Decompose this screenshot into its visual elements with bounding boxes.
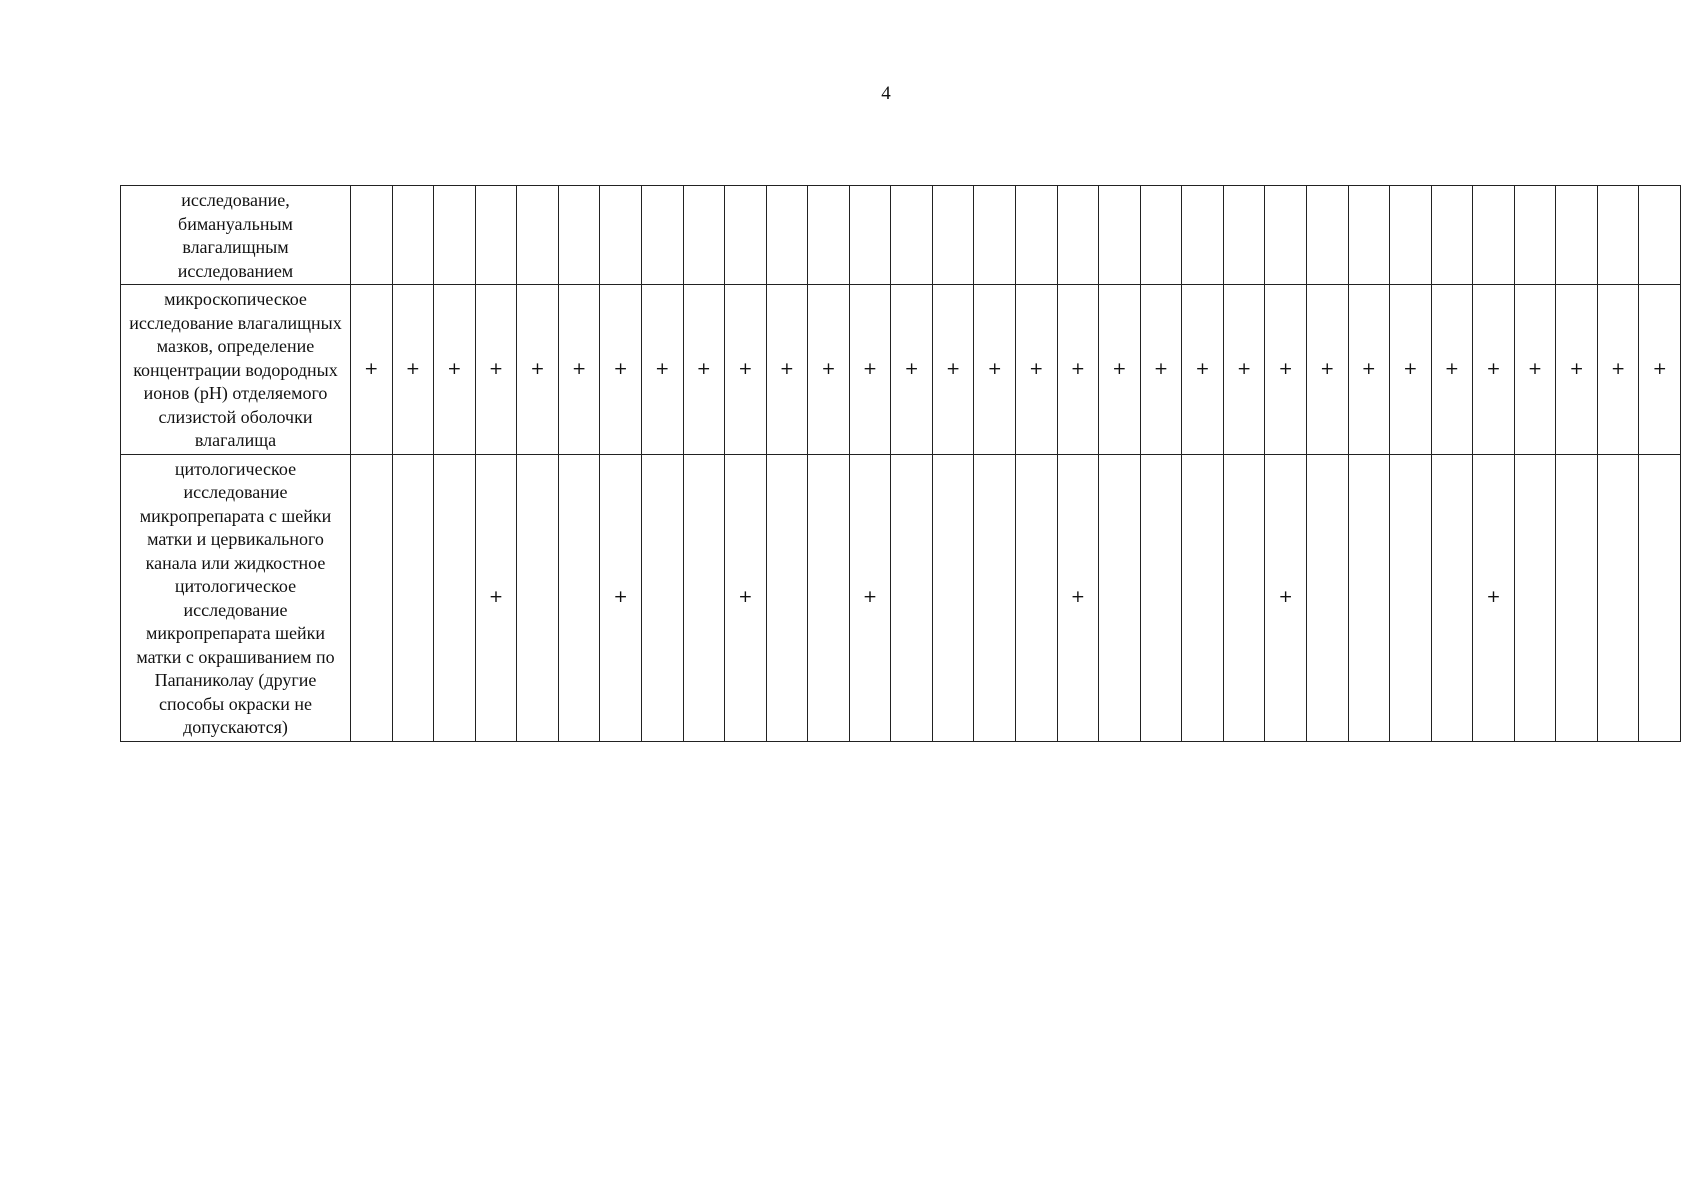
empty-cell [1597, 454, 1639, 741]
empty-cell [1514, 454, 1556, 741]
plus-mark-cell: + [392, 285, 434, 455]
plus-mark-cell: + [1514, 285, 1556, 455]
empty-cell [434, 454, 476, 741]
empty-cell [517, 186, 559, 285]
row-label: цитологическое исследование микропрепарата с шейки матки и цервикального канала или жидкостное цитологическое исследование микропрепарата шейки матки с окрашиванием по Папаниколау (другие способы окраски не допускаются) [121, 454, 351, 741]
table-row [121, 186, 1681, 285]
plus-mark-cell: + [475, 285, 517, 455]
plus-mark-cell: + [1306, 285, 1348, 455]
plus-mark-cell: + [766, 285, 808, 455]
empty-cell [641, 454, 683, 741]
plus-mark-cell: + [600, 454, 642, 741]
empty-cell [1306, 454, 1348, 741]
empty-cell [766, 186, 808, 285]
empty-cell [1140, 186, 1182, 285]
plus-mark-cell: + [725, 285, 767, 455]
empty-cell [974, 186, 1016, 285]
empty-cell [392, 186, 434, 285]
empty-cell [1099, 454, 1141, 741]
plus-mark-cell: + [1597, 285, 1639, 455]
empty-cell [1390, 186, 1432, 285]
empty-cell [808, 186, 850, 285]
empty-cell [932, 186, 974, 285]
plus-mark-cell: + [1140, 285, 1182, 455]
plus-mark-cell: + [808, 285, 850, 455]
page-number: 4 [881, 83, 891, 104]
empty-cell [932, 454, 974, 741]
empty-cell [641, 186, 683, 285]
empty-cell [1140, 454, 1182, 741]
empty-cell [891, 454, 933, 741]
plus-mark-cell: + [1348, 285, 1390, 455]
plus-mark-cell: + [849, 454, 891, 741]
plus-mark-cell: + [641, 285, 683, 455]
plus-mark-cell: + [351, 285, 393, 455]
empty-cell [351, 454, 393, 741]
plus-mark-cell: + [891, 285, 933, 455]
empty-cell [351, 186, 393, 285]
empty-cell [1639, 454, 1681, 741]
empty-cell [891, 186, 933, 285]
empty-cell [475, 186, 517, 285]
plus-mark-cell: + [1390, 285, 1432, 455]
empty-cell [974, 454, 1016, 741]
empty-cell [683, 454, 725, 741]
empty-cell [1390, 454, 1432, 741]
empty-cell [1182, 186, 1224, 285]
empty-cell [1099, 186, 1141, 285]
plus-mark-cell: + [1016, 285, 1058, 455]
plus-mark-cell: + [1265, 285, 1307, 455]
empty-cell [1057, 186, 1099, 285]
empty-cell [1556, 186, 1598, 285]
empty-cell [1431, 186, 1473, 285]
empty-cell [517, 454, 559, 741]
plus-mark-cell: + [1057, 285, 1099, 455]
table-row [121, 285, 1681, 455]
table-row [121, 454, 1681, 741]
empty-cell [1556, 454, 1598, 741]
plus-mark-cell: + [932, 285, 974, 455]
examination-schedule-table [120, 185, 1681, 742]
plus-mark-cell: + [1639, 285, 1681, 455]
empty-cell [766, 454, 808, 741]
plus-mark-cell: + [849, 285, 891, 455]
empty-cell [1348, 186, 1390, 285]
plus-mark-cell: + [1223, 285, 1265, 455]
empty-cell [434, 186, 476, 285]
plus-mark-cell: + [517, 285, 559, 455]
empty-cell [1265, 186, 1307, 285]
empty-cell [600, 186, 642, 285]
plus-mark-cell: + [1265, 454, 1307, 741]
plus-mark-cell: + [600, 285, 642, 455]
plus-mark-cell: + [683, 285, 725, 455]
plus-mark-cell: + [1473, 285, 1515, 455]
plus-mark-cell: + [434, 285, 476, 455]
empty-cell [1223, 454, 1265, 741]
empty-cell [1306, 186, 1348, 285]
plus-mark-cell: + [1057, 454, 1099, 741]
empty-cell [1597, 186, 1639, 285]
plus-mark-cell: + [725, 454, 767, 741]
empty-cell [558, 186, 600, 285]
empty-cell [808, 454, 850, 741]
empty-cell [1016, 454, 1058, 741]
empty-cell [725, 186, 767, 285]
empty-cell [392, 454, 434, 741]
empty-cell [1182, 454, 1224, 741]
empty-cell [1473, 186, 1515, 285]
empty-cell [1514, 186, 1556, 285]
plus-mark-cell: + [1099, 285, 1141, 455]
plus-mark-cell: + [1556, 285, 1598, 455]
empty-cell [1348, 454, 1390, 741]
plus-mark-cell: + [1182, 285, 1224, 455]
row-label: исследование, бимануальным влагалищным исследованием [121, 186, 351, 285]
row-label: микроскопическое исследование влагалищных мазков, определение концентрации водородных ионов (pH) отделяемого слизистой оболочки влагалища [121, 285, 351, 455]
empty-cell [683, 186, 725, 285]
empty-cell [1431, 454, 1473, 741]
empty-cell [558, 454, 600, 741]
plus-mark-cell: + [1473, 454, 1515, 741]
plus-mark-cell: + [558, 285, 600, 455]
empty-cell [1223, 186, 1265, 285]
plus-mark-cell: + [1431, 285, 1473, 455]
plus-mark-cell: + [475, 454, 517, 741]
empty-cell [1016, 186, 1058, 285]
empty-cell [849, 186, 891, 285]
empty-cell [1639, 186, 1681, 285]
plus-mark-cell: + [974, 285, 1016, 455]
